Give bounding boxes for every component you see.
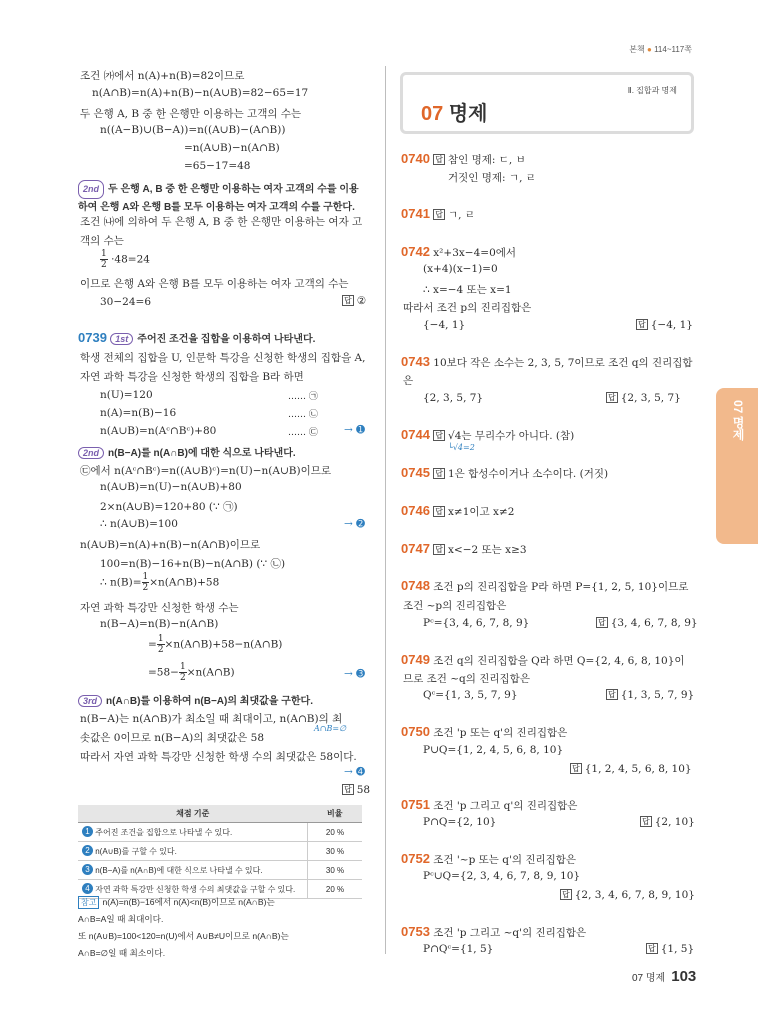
problem-0749: 0749 조건 q의 진리집합을 Q라 하면 Q={2, 4, 6, 8, 10}이 [401,652,685,667]
problem-0739-header [78,330,315,345]
problem-0750: 0750 조건 'p 또는 q'의 진리집합은 [401,724,568,739]
problem-0741: 0741 답 ㄱ, ㄹ [401,206,475,221]
table-header: 비율 [308,805,363,823]
step-text: 주어진 조건을 집합을 이용하여 나타낸다. [137,334,316,345]
text-line: 이므로 은행 A와 은행 B를 모두 이용하는 여자 고객의 수는 [80,278,349,290]
equation-line: {−4, 1} [423,319,466,331]
text-line: 솟값은 0이므로 n(B−A)의 최댓값은 58 [80,732,265,744]
header-label: 본책 [629,45,645,54]
answer-738: 답 ② [344,295,367,307]
equation-line: Pᶜ={3, 4, 6, 7, 8, 9} [423,617,530,629]
annotation: └√4=2 [448,443,475,452]
problem-0745: 0745 답 1은 합성수이거나 소수이다. (거짓) [401,465,609,480]
equation-line: n(A∪B)=n(U)−n(A∪B)+80 [100,481,242,493]
answer-mark-icon: 답 [435,545,443,554]
text-line: 조건 ㈎에서 n(A)+n(B)=82이므로 [80,70,245,82]
equation-line: 2×n(A∪B)=120+80 (∵ ㉠) [100,501,238,513]
answer-mark-icon: 답 [648,944,656,953]
table-row: 2 n(A∪B)를 구할 수 있다. 30 % [78,842,362,861]
answer-0751: 답 {2, 10} [642,816,695,828]
equation-line: n(U)=120 [100,389,153,401]
step-2nd-739 [78,444,296,459]
problem-0742: 0742 x²+3x−4=0에서 [401,244,517,259]
problem-number: 0739 [78,330,107,345]
equation-line: Qᶜ={1, 3, 5, 7, 9} [423,689,518,701]
note-line: 또 n(A∪B)=100<120=n(U)에서 A∪B≠U이므로 n(A∩B)는 [78,931,289,941]
annotation: A∩B=∅ [314,724,347,733]
equation-line: (x+4)(x−1)=0 [423,263,498,275]
answer-mark-icon: 답 [638,320,646,329]
step-badge: 1st [110,333,133,345]
side-tab-label: 07 명제 [731,400,745,441]
equation-line: Pᶜ∪Q={2, 3, 4, 6, 7, 8, 9, 10} [423,870,581,882]
equation-line: =n(A∪B)−n(A∩B) [184,142,280,154]
text-line: 조건 ㈏에 의하여 두 은행 A, B 중 한 은행만 이용하는 여자 고 [80,216,363,228]
answer-0749: 답 {1, 3, 5, 7, 9} [608,689,695,701]
answer-mark-icon: 답 [344,785,352,794]
problem-0751: 0751 조건 'p 그리고 q'의 진리집합은 [401,797,578,812]
chapter-side-tab [716,388,758,544]
text-line: 따라서 자연 과학 특강만 신청한 학생 수의 최댓값은 58이다. [80,751,357,763]
note-line: A∩B=∅일 때 최소이다. [78,948,166,958]
answer-mark-icon: 답 [642,817,650,826]
table-header: 채점 기준 [78,805,308,823]
answer-0743: 답 {2, 3, 5, 7} [608,392,681,404]
answer-mark-icon: 답 [435,431,443,440]
answer-mark-icon: 답 [598,618,606,627]
text-line: 자연 과학 특강을 신청한 학생의 집합을 B라 하면 [80,371,304,383]
column-divider [385,66,386,954]
equation-mark: …… ㉢ [288,428,318,438]
text-line: 두 은행 A, B 중 한 은행만 이용하는 고객의 수는 [80,108,302,120]
step-arrow-3: → ➌ [344,668,365,680]
equation-line: ∴ n(A∪B)=100 [100,518,178,530]
problem-0743: 0743 10보다 작은 소수는 2, 3, 5, 7이므로 조건 q의 진리집합 [401,354,693,369]
chapter-title-box [400,72,694,134]
problem-0747: 0747 답 x<−2 또는 x≥3 [401,541,527,556]
problem-0740: 0740 답 참인 명제: ㄷ, ㅂ [401,151,526,166]
table-row: 3 n(B−A)를 n(A∩B)에 대한 식으로 나타낼 수 있다. 30 % [78,861,362,880]
step-badge: 2nd [78,180,104,199]
answer-mark-icon: 답 [435,155,443,164]
equation-line: =65−17=48 [184,160,251,172]
text-line: ㉢에서 n(Aᶜ∩Bᶜ)=n((A∪B)ᶜ)=n(U)−n(A∪B)이므로 [80,465,332,477]
answer-0753: 답 {1, 5} [648,943,695,955]
text-line: n(B−A)는 n(A∩B)가 최소일 때 최대이고, n(A∩B)의 최 [80,713,343,725]
equation-line: ∴ x=−4 또는 x=1 [423,284,512,296]
answer-0742: 답 {−4, 1} [638,319,693,331]
bullet-icon: ● [647,45,652,54]
answer-0748: 답 {3, 4, 6, 7, 8, 9} [598,617,698,629]
equation-line: = $\frac{1}{2}$ ×n(A∩B)+58−n(A∩B) [148,634,283,655]
equation-line: 30−24=6 [100,296,151,308]
answer-mark-icon: 답 [562,890,570,899]
equation-mark: …… ㉡ [288,410,318,420]
note-line: 참고 n(A)=n(B)−16에서 n(A)<n(B)이므로 n(A∩B)는 [78,896,275,909]
answer-mark-icon: 답 [344,296,352,305]
problem-0744: 0744 답 √4는 무리수가 아니다. (참) [401,427,575,442]
equation-line: n(B−A)=n(B)−n(A∩B) [100,618,219,630]
equation-line: n((A−B)∪(B−A))=n((A∪B)−(A∩B)) [100,124,286,136]
text-line: 거짓인 명제: ㄱ, ㄹ [448,172,536,184]
text-line: 조건 ~p의 진리집합은 [403,600,507,612]
step-text: n(B−A)를 n(A∩B)에 대한 식으로 나타낸다. [108,448,296,459]
step-text: 두 은행 A, B 중 한 은행만 이용하는 여자 고객의 수를 이용하여 은행 A와 은행 B를 모두 이용하는 여자 고객의 수를 구한다. [78,184,359,213]
equation-line: P∪Q={1, 2, 4, 5, 6, 8, 10} [423,744,564,756]
page-number: 103 [671,968,697,985]
answer-mark-icon: 답 [572,764,580,773]
equation-line: $\frac{1}{2}$ ·48=24 [101,249,150,270]
step-badge: 3rd [78,695,102,707]
equation-line: ∴ n(B)= $\frac{1}{2}$ ×n(A∩B)+58 [100,572,220,593]
chapter-subtitle: Ⅱ. 집합과 명제 [627,86,677,95]
grading-table [78,805,362,899]
equation-line: 100=n(B)−16+n(B)−n(A∩B) (∵ ㉡) [100,558,286,570]
problem-0753: 0753 조건 'p 그리고 ~q'의 진리집합은 [401,924,587,939]
step-2nd [78,180,368,216]
header-pages: 114~117쪽 [654,45,692,54]
problem-0752: 0752 조건 '~p 또는 q'의 진리집합은 [401,851,577,866]
equation-line: n(A)=n(B)−16 [100,407,177,419]
step-arrow-4: → ➍ [344,766,365,778]
step-badge: 2nd [78,447,104,459]
text-line: 자연 과학 특강만 신청한 학생 수는 [80,602,239,614]
step-3rd-739 [78,692,313,707]
footer-label: 07 명제 [632,973,666,984]
table-row: 1 주어진 조건을 집합으로 나타낼 수 있다. 20 % [78,823,362,842]
note-label: 참고 [78,896,99,909]
answer-mark-icon: 답 [608,393,616,402]
step-arrow-1: → ➊ [344,424,365,436]
answer-739: 답 58 [344,784,371,796]
text-line: n(A∪B)=n(A)+n(B)−n(A∩B)이므로 [80,539,261,551]
equation-line: P∩Qᶜ={1, 5} [423,943,494,955]
chapter-title: 07 명제 [421,103,488,125]
equation-mark: …… ㉠ [288,392,318,402]
answer-mark-icon: 답 [435,469,443,478]
equation-line: n(A∩B)=n(A)+n(B)−n(A∪B)=82−65=17 [92,87,309,99]
step-text: n(A∩B)를 이용하여 n(B−A)의 최댓값을 구한다. [106,696,313,707]
equation-line: n(A∪B)=n(Aᶜ∩Bᶜ)+80 [100,425,217,437]
answer-0750: 답 {1, 2, 4, 5, 6, 8, 10} [572,763,692,775]
problem-0748: 0748 조건 p의 진리집합을 P라 하면 P={1, 2, 5, 10}이므로 [401,578,689,593]
answer-mark-icon: 답 [435,210,443,219]
text-line: 학생 전체의 집합을 U, 인문학 특강을 신청한 학생의 집합을 A, [80,352,366,364]
answer-mark-icon: 답 [435,507,443,516]
text-line: 객의 수는 [80,235,124,247]
equation-line: =58− $\frac{1}{2}$ ×n(A∩B) [148,662,235,683]
fraction: $\frac{1}{2}$ [101,249,107,270]
page-footer [632,968,696,985]
step-arrow-2: → ➋ [344,518,365,530]
equation-line: P∩Q={2, 10} [423,816,497,828]
text-line: 므로 조건 ~q의 진리집합은 [403,673,530,685]
note-line: A∩B=A일 때 최대이다. [78,914,164,924]
problem-0746: 0746 답 x≠1이고 x≠2 [401,503,515,518]
text-line: 은 [403,375,414,387]
equation-line: {2, 3, 5, 7} [423,392,484,404]
answer-0752: 답 {2, 3, 4, 6, 7, 8, 9, 10} [562,889,695,901]
answer-mark-icon: 답 [608,690,616,699]
page-header [629,44,692,55]
text-line: 따라서 조건 p의 진리집합은 [403,302,532,314]
table-row: 4 자연 과학 특강만 신청한 학생 수의 최댓값을 구할 수 있다. 20 % [78,880,362,899]
